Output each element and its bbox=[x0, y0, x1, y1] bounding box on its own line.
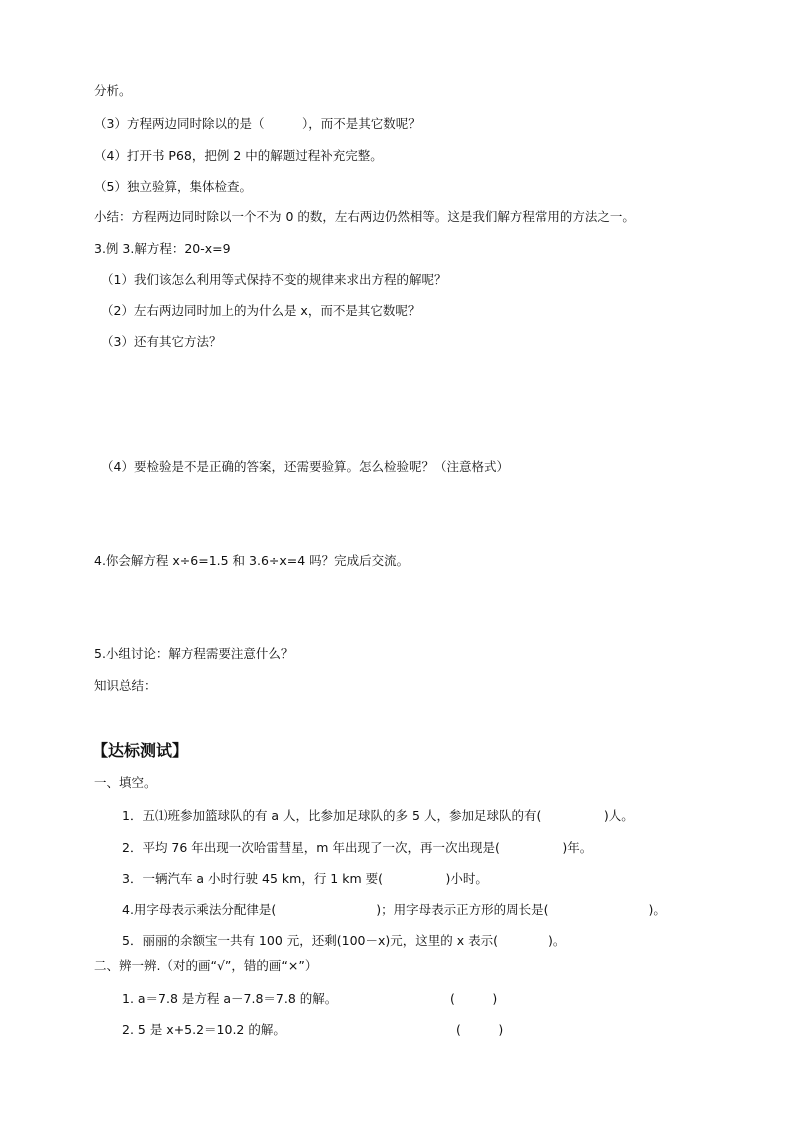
judgement-item: 1. a＝7.8 是方程 a－7.8＝7.8 的解。 bbox=[122, 991, 338, 1006]
question-item: 1．五⑴班参加篮球队的有 a 人，比参加足球队的多 5 人，参加足球队的有( )人。 bbox=[122, 808, 634, 823]
answer-blank: ( ) bbox=[450, 991, 498, 1006]
summary-line: 小结：方程两边同时除以一个不为 0 的数，左右两边仍然相等。这是我们解方程常用的方法之一。 bbox=[94, 209, 635, 224]
text-line: （1）我们该怎么利用等式保持不变的规律来求出方程的解呢？ bbox=[101, 272, 447, 287]
answer-blank: ( ) bbox=[456, 1022, 504, 1037]
question-item: 4.用字母表示乘法分配律是( )；用字母表示正方形的周长是( )。 bbox=[122, 902, 666, 917]
text-line: （4）打开书 P68，把例 2 中的解题过程补充完整。 bbox=[94, 148, 383, 163]
judgement-item: 2. 5 是 x+5.2＝10.2 的解。 bbox=[122, 1022, 286, 1037]
text-line: （5）独立验算，集体检查。 bbox=[94, 179, 252, 194]
question-item: 5．丽丽的余额宝一共有 100 元，还剩(100－x)元，这里的 x 表示( )。 bbox=[122, 933, 566, 948]
text-line: （4）要检验是不是正确的答案，还需要验算。怎么检验呢？（注意格式） bbox=[101, 459, 509, 474]
question-item: 2．平均 76 年出现一次哈雷彗星，m 年出现了一次，再一次出现是( )年。 bbox=[122, 840, 593, 855]
test-heading: 【达标测试】 bbox=[92, 741, 189, 760]
question-item: 3．一辆汽车 a 小时行驶 45 km，行 1 km 要( )小时。 bbox=[122, 871, 488, 886]
text-line: 5.小组讨论：解方程需要注意什么？ bbox=[94, 646, 294, 661]
section-title-true-false: 二、辨一辨.（对的画“√”，错的画“×”） bbox=[94, 958, 318, 973]
text-line: （3）方程两边同时除以的是（ ），而不是其它数呢？ bbox=[94, 116, 421, 131]
knowledge-summary-label: 知识总结： bbox=[94, 678, 157, 693]
text-line: 分析。 bbox=[94, 83, 132, 98]
example-3-title: 3.例 3.解方程：20-x=9 bbox=[94, 241, 231, 256]
text-line: （2）左右两边同时加上的为什么是 x，而不是其它数呢？ bbox=[101, 303, 421, 318]
text-line: （3）还有其它方法？ bbox=[101, 334, 222, 349]
section-title-fill-blank: 一、填空。 bbox=[94, 775, 157, 790]
text-line: 4.你会解方程 x÷6=1.5 和 3.6÷x=4 吗？完成后交流。 bbox=[94, 553, 410, 568]
